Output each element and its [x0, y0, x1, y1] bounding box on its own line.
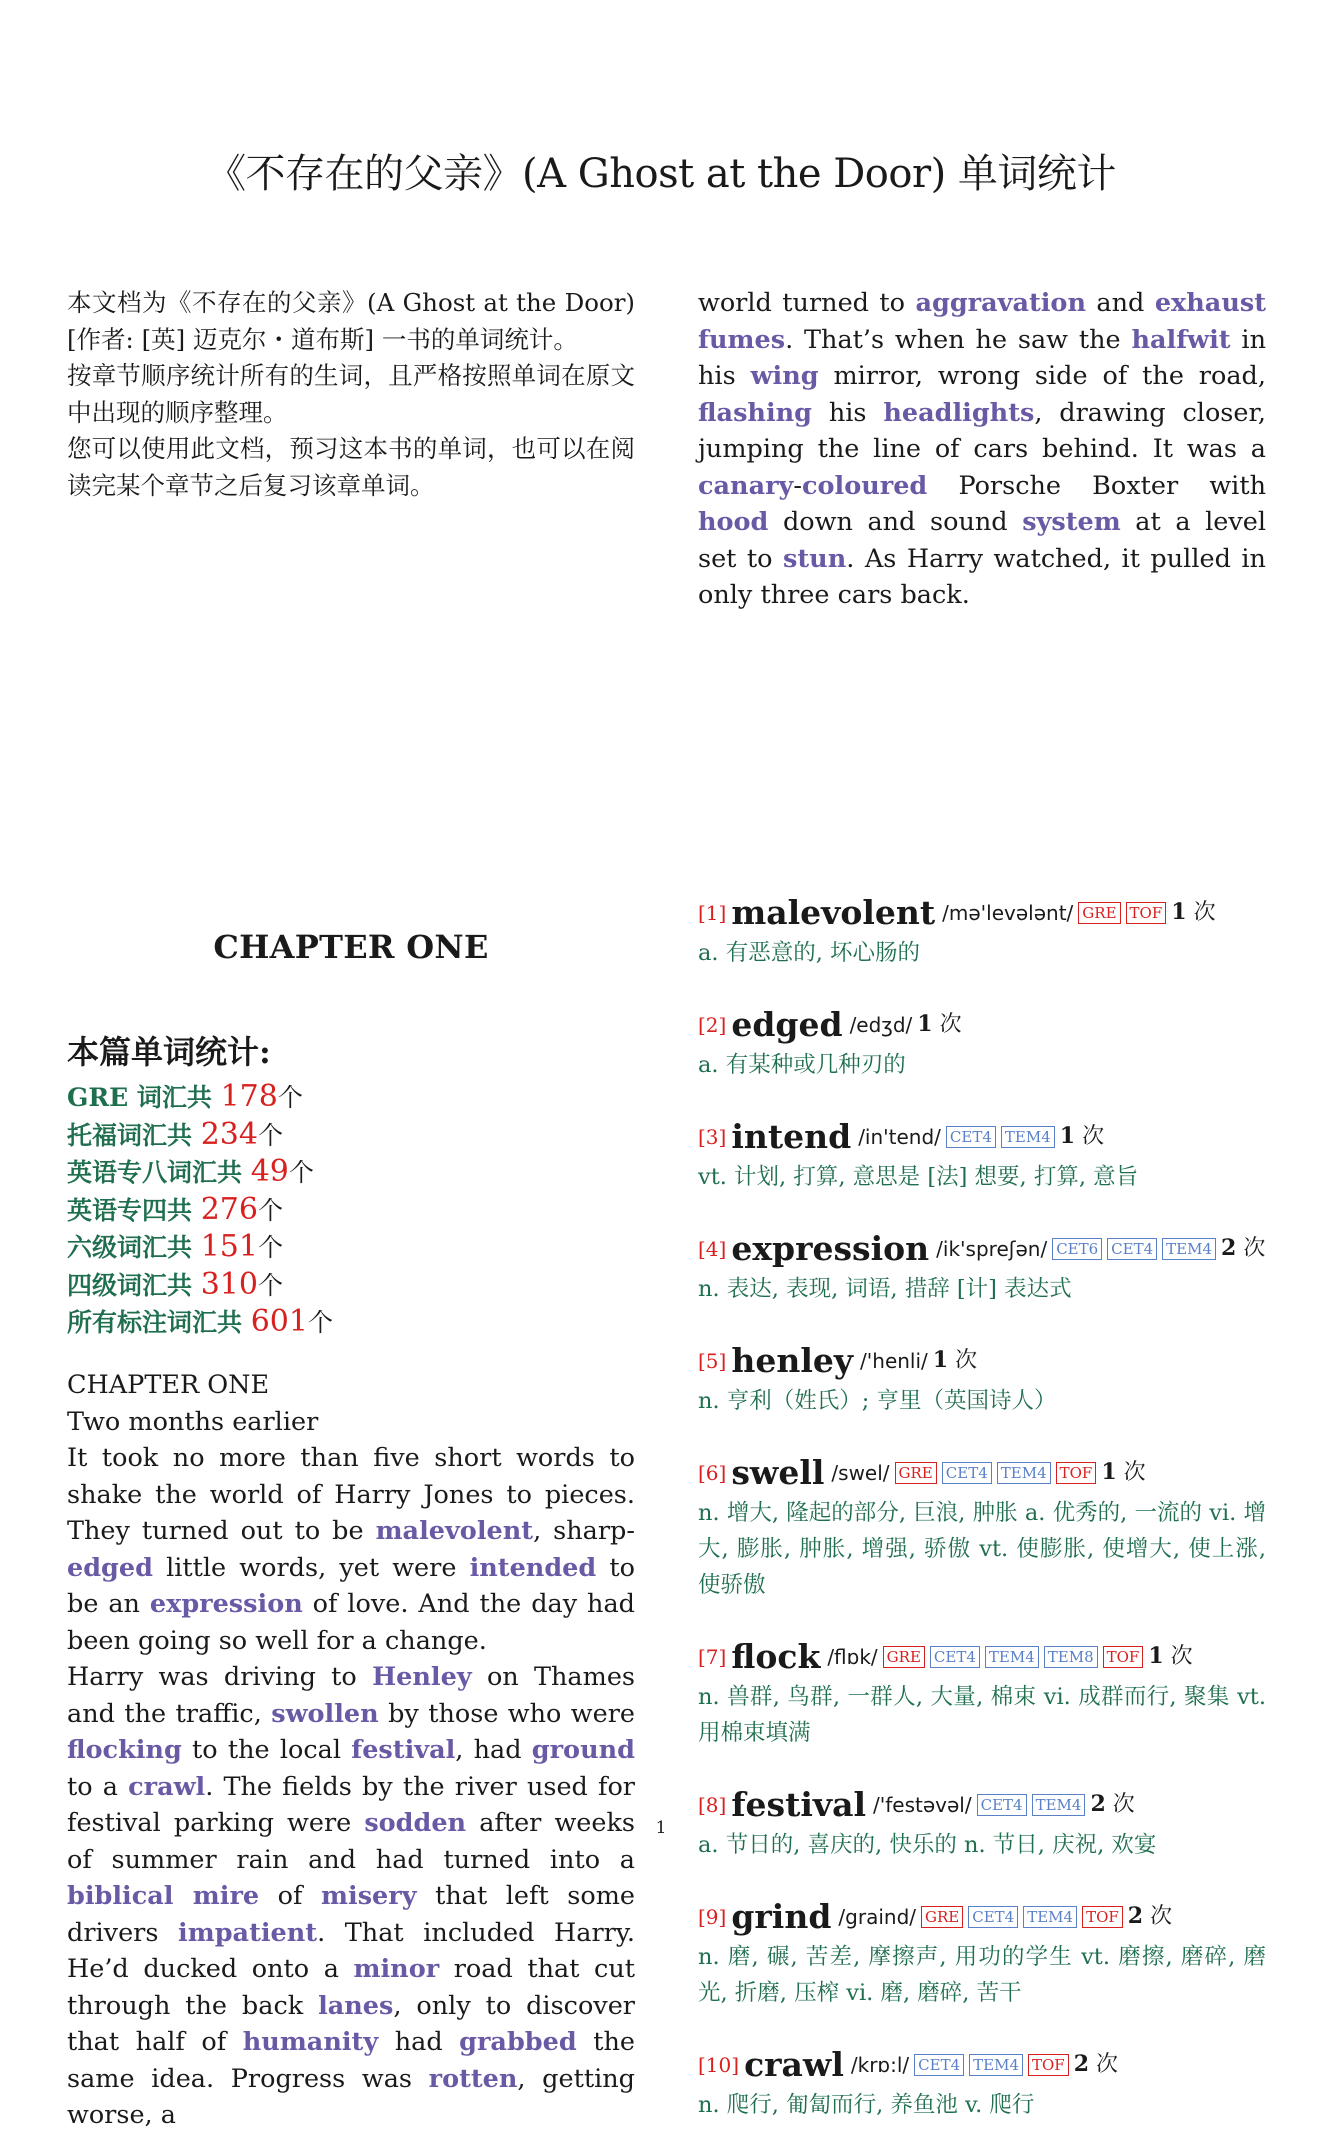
entry-definition: n. 亨利（姓氏）; 亨里（英国诗人）	[698, 1388, 1057, 1414]
count-value: 2	[1073, 2051, 1090, 2077]
vocab-highlight: hood	[698, 507, 769, 537]
vocab-highlight: expression	[149, 1589, 303, 1619]
entry-count	[933, 1340, 977, 1381]
left-column	[67, 285, 636, 2130]
entry-index: [3]	[698, 1124, 727, 1149]
count-value: 2	[1127, 1903, 1144, 1929]
stat-unit: 个	[257, 1270, 283, 1300]
exam-tag: CET4	[914, 2054, 964, 2076]
intro-paragraph: 本文档为《不存在的父亲》(A Ghost at the Door)[作者: [英] 迈克尔・道布斯] 一书的单词统计。	[67, 288, 635, 354]
stat-value: 49	[250, 1154, 289, 1189]
vocabulary-list	[698, 892, 1266, 2123]
vocab-highlight: Henley	[372, 1662, 472, 1692]
chapter-heading: CHAPTER ONE	[213, 928, 489, 966]
entry-index: [7]	[698, 1644, 727, 1669]
stat-label: 托福词汇共	[67, 1120, 201, 1150]
intro-block	[67, 285, 635, 504]
intro-paragraph: 您可以使用此文档，预习这本书的单词，也可以在阅读完某个章节之后复习该章单词。	[67, 434, 635, 500]
stat-value: 234	[200, 1116, 258, 1152]
entry-word: edged	[731, 1004, 843, 1044]
story-continuation	[698, 285, 1266, 614]
vocab-highlight: biblical mire	[67, 1881, 260, 1911]
vocab-entry	[698, 1636, 1266, 1751]
vocab-highlight: edged	[67, 1552, 153, 1583]
stat-unit: 个	[257, 1233, 283, 1262]
count-suffix: 次	[1082, 1124, 1105, 1149]
entry-count	[1148, 1636, 1192, 1677]
story-continuation-paragraph: world turned to aggravation and exhaust fumes. That’s when he saw the halfwit in his wing mirror, wrong side of the road, flashing his headlights, drawing closer, jumping the line of cars behind. It was a canary-coloured Porsche Boxter with hood down and sound system at a level set to stun. As Harry watched, it pulled in only three cars back.	[698, 288, 1267, 610]
entry-header	[698, 1452, 1266, 1493]
entry-count	[1101, 1452, 1145, 1493]
page-number: 1	[655, 1818, 667, 1838]
count-suffix: 次	[1096, 2052, 1119, 2077]
entry-phonetic: /'henli/	[860, 1348, 928, 1373]
exam-tag: TEM4	[969, 2054, 1023, 2076]
entry-header	[698, 2044, 1266, 2085]
vocab-highlight: grabbed	[459, 2027, 577, 2057]
count-value: 1	[1059, 1123, 1076, 1149]
count-suffix: 次	[1170, 1644, 1193, 1669]
count-suffix: 次	[1123, 1460, 1146, 1485]
stat-unit: 个	[288, 1158, 314, 1187]
entry-word: swell	[731, 1452, 825, 1492]
story-heading: CHAPTER ONE	[67, 1370, 270, 1400]
vocab-highlight: crawl	[128, 1771, 206, 1802]
entry-definition: n. 增大, 隆起的部分, 巨浪, 肿胀 a. 优秀的, 一流的 vi. 增大, 膨胀, 肿胀, 增强, 骄傲 vt. 使膨胀, 使增大, 使上涨, 使骄傲	[698, 1500, 1266, 1598]
exam-tag: CET4	[977, 1794, 1027, 1816]
right-column	[698, 285, 1267, 2118]
entry-index: [2]	[698, 1012, 727, 1037]
entry-header	[698, 1340, 1266, 1381]
exam-tag: TEM4	[1023, 1906, 1077, 1928]
stat-label: 六级词汇共	[67, 1233, 201, 1262]
entry-count	[1221, 1228, 1265, 1269]
page-title: 《不存在的父亲》(A Ghost at the Door) 单词统计	[206, 151, 1116, 197]
vocab-highlight: wing	[750, 361, 819, 391]
entry-phonetic: /mə'levələnt/	[942, 900, 1074, 925]
vocab-highlight: lanes	[318, 1990, 394, 2021]
stat-unit: 个	[257, 1195, 283, 1225]
stat-value: 601	[250, 1304, 308, 1339]
entry-word: henley	[731, 1340, 854, 1380]
vocab-entry	[698, 1116, 1266, 1195]
exam-tag: CET4	[968, 1906, 1018, 1928]
stat-value: 178	[220, 1079, 278, 1114]
count-value: 1	[932, 1347, 949, 1373]
entry-index: [9]	[698, 1904, 727, 1929]
vocab-entry	[698, 2044, 1266, 2123]
entry-index: [5]	[698, 1348, 727, 1373]
entry-count	[917, 1004, 961, 1045]
exam-tag: CET4	[1107, 1238, 1157, 1260]
vocab-highlight: malevolent	[375, 1516, 534, 1546]
vocab-highlight: exhaust fumes	[698, 288, 1266, 355]
vocab-highlight: sodden	[364, 1808, 467, 1838]
entry-count	[1074, 2044, 1118, 2085]
exam-tag: CET4	[946, 1126, 996, 1148]
entry-index: [4]	[698, 1236, 727, 1261]
intro-paragraph: 按章节顺序统计所有的生词，且严格按照单词在原文中出现的顺序整理。	[67, 361, 635, 427]
entry-definition: vt. 计划, 打算, 意思是 [法] 想要, 打算, 意旨	[698, 1164, 1139, 1190]
stat-line	[67, 1154, 635, 1192]
exam-tag: TEM4	[1032, 1794, 1086, 1816]
vocab-highlight: minor	[353, 1954, 440, 1984]
stat-label: 英语专四共	[67, 1195, 201, 1225]
count-suffix: 次	[939, 1012, 962, 1037]
exam-tag: CET4	[930, 1646, 980, 1668]
stat-label: 所有标注词汇共	[67, 1308, 251, 1337]
vocab-highlight: canary	[698, 470, 794, 501]
vocab-entry	[698, 1228, 1266, 1307]
count-suffix: 次	[1150, 1904, 1173, 1929]
count-value: 2	[1090, 1791, 1106, 1817]
entry-definition: a. 节日的, 喜庆的, 快乐的 n. 节日, 庆祝, 欢宴	[698, 1832, 1157, 1858]
stat-value: 151	[200, 1229, 258, 1264]
exam-tag: GRE	[1078, 902, 1120, 924]
count-suffix: 次	[955, 1348, 978, 1373]
entry-word: expression	[731, 1228, 930, 1268]
exam-tag: GRE	[921, 1906, 963, 1928]
entry-index: [10]	[698, 2052, 740, 2077]
vocab-highlight: coloured	[802, 470, 928, 501]
exam-tag: TEM4	[1001, 1126, 1055, 1148]
entry-word: festival	[731, 1784, 866, 1824]
vocab-highlight: flashing	[698, 397, 813, 428]
entry-phonetic: /swel/	[831, 1460, 890, 1485]
vocab-entry	[698, 1340, 1266, 1419]
count-suffix: 次	[1112, 1792, 1135, 1817]
vocab-entry	[698, 1896, 1266, 2011]
entry-word: malevolent	[731, 892, 936, 932]
entry-definition: n. 爬行, 匍匐而行, 养鱼池 v. 爬行	[698, 2092, 1035, 2118]
vocab-entry	[698, 1452, 1266, 1603]
exam-tag: GRE	[895, 1462, 937, 1484]
stat-label: GRE 词汇共	[67, 1083, 221, 1112]
stats-title: 本篇单词统计:	[67, 1033, 271, 1071]
entry-count	[1128, 1896, 1172, 1937]
vocab-highlight: festival	[351, 1735, 456, 1765]
count-value: 1	[1171, 899, 1187, 925]
entry-header	[698, 1636, 1266, 1677]
exam-tag: TEM4	[985, 1646, 1039, 1668]
entry-definition: n. 表达, 表现, 词语, 措辞 [计] 表达式	[698, 1276, 1072, 1302]
entry-header	[698, 1228, 1266, 1269]
stat-label: 英语专八词汇共	[67, 1158, 251, 1187]
entry-phonetic: /'festəvəl/	[873, 1792, 972, 1817]
story-paragraphs	[67, 1440, 635, 2134]
entry-word: flock	[731, 1636, 821, 1676]
entry-word: intend	[731, 1116, 852, 1156]
vocab-highlight: system	[1022, 507, 1121, 537]
count-value: 1	[1148, 1643, 1164, 1669]
stat-label: 四级词汇共	[67, 1270, 201, 1300]
exam-tag: TOF	[1028, 2054, 1069, 2076]
entry-index: [6]	[698, 1460, 727, 1485]
vocab-highlight: halfwit	[1131, 324, 1231, 355]
exam-tag: TOF	[1126, 902, 1167, 924]
vocab-highlight: stun	[783, 543, 847, 574]
stat-line	[67, 1267, 635, 1305]
stat-unit: 个	[257, 1120, 283, 1150]
vocab-entry	[698, 1004, 1266, 1083]
stat-unit: 个	[277, 1083, 303, 1112]
entry-count	[1171, 892, 1215, 933]
stat-unit: 个	[307, 1308, 333, 1337]
vocab-highlight: flocking	[67, 1735, 182, 1765]
entry-definition: a. 有恶意的, 坏心肠的	[698, 940, 921, 966]
stat-line	[67, 1192, 635, 1230]
vocab-entry	[698, 892, 1266, 971]
story-text	[67, 1367, 635, 2134]
entry-definition: a. 有某种或几种刃的	[698, 1052, 906, 1078]
vocab-highlight: misery	[321, 1881, 417, 1911]
exam-tag: CET4	[942, 1462, 992, 1484]
entry-phonetic: /in'tend/	[858, 1124, 941, 1149]
stat-line	[67, 1304, 635, 1342]
entry-definition: n. 磨, 碾, 苦差, 摩擦声, 用功的学生 vt. 磨擦, 磨碎, 磨光, 折磨, 压榨 vi. 磨, 磨碎, 苦干	[698, 1944, 1266, 2006]
stat-line	[67, 1117, 635, 1155]
vocab-highlight: impatient	[178, 1917, 318, 1948]
story-paragraph: Harry was driving to Henley on Thames and the traffic, swollen by those who were flocking to the local festival, had ground to a crawl. The fields by the river used for festival parking were sodden after weeks of summer rain and had turned into a biblical mire of misery that left some drivers impatient. That included Harry. He’d ducked onto a minor road that cut through the back lanes, only to discover that half of humanity had grabbed the same idea. Progress was rotten, getting worse, a	[67, 1662, 636, 2130]
entry-phonetic: /ik'spreʃən/	[936, 1236, 1048, 1261]
exam-tag: TEM4	[1162, 1238, 1216, 1260]
stats-list	[67, 1079, 635, 1342]
exam-tag: TEM8	[1044, 1646, 1098, 1668]
vocab-highlight: aggravation	[915, 288, 1086, 318]
vocab-highlight: rotten	[428, 2063, 518, 2094]
story-subheading: Two months earlier	[67, 1406, 319, 1437]
entry-index: [8]	[698, 1792, 727, 1817]
vocab-highlight: swollen	[271, 1698, 379, 1729]
story-paragraph: It took no more than five short words to shake the world of Harry Jones to pieces. They turned out to be malevolent, sharp-edged little words, yet were intended to be an expression of love. And the day had been going so well for a change.	[67, 1443, 635, 1656]
entry-phonetic: /krɒ:l/	[850, 2052, 910, 2077]
exam-tag: TOF	[1082, 1906, 1123, 1928]
vocab-highlight: ground	[531, 1735, 635, 1765]
stat-value: 310	[200, 1266, 258, 1302]
count-value: 2	[1221, 1235, 1237, 1261]
exam-tag: TOF	[1056, 1462, 1097, 1484]
entry-header	[698, 1116, 1266, 1157]
entry-phonetic: /edʒd/	[849, 1012, 913, 1037]
count-value: 1	[1101, 1459, 1117, 1485]
entry-word: crawl	[744, 2044, 844, 2084]
vocab-highlight: humanity	[242, 2027, 379, 2057]
exam-tag: CET6	[1052, 1238, 1102, 1260]
stat-line	[67, 1229, 635, 1267]
entry-header	[698, 1004, 1266, 1045]
stat-line	[67, 1079, 635, 1117]
count-value: 1	[917, 1011, 933, 1037]
count-suffix: 次	[1193, 900, 1216, 925]
vocab-highlight: headlights	[883, 397, 1035, 428]
count-suffix: 次	[1243, 1236, 1266, 1261]
entry-header	[698, 1896, 1266, 1937]
entry-header	[698, 892, 1266, 933]
exam-tag: TEM4	[997, 1462, 1051, 1484]
exam-tag: GRE	[883, 1646, 925, 1668]
entry-phonetic: /graind/	[838, 1904, 916, 1929]
stat-value: 276	[200, 1191, 258, 1227]
entry-definition: n. 兽群, 鸟群, 一群人, 大量, 棉束 vi. 成群而行, 聚集 vt. 用棉束填满	[698, 1684, 1266, 1746]
entry-phonetic: /flɒk/	[827, 1644, 878, 1669]
entry-count	[1060, 1116, 1104, 1157]
entry-index: [1]	[698, 900, 727, 925]
exam-tag: TOF	[1103, 1646, 1144, 1668]
word-stats	[67, 1031, 635, 1342]
vocab-highlight: intended	[469, 1552, 597, 1583]
entry-word: grind	[731, 1896, 832, 1936]
